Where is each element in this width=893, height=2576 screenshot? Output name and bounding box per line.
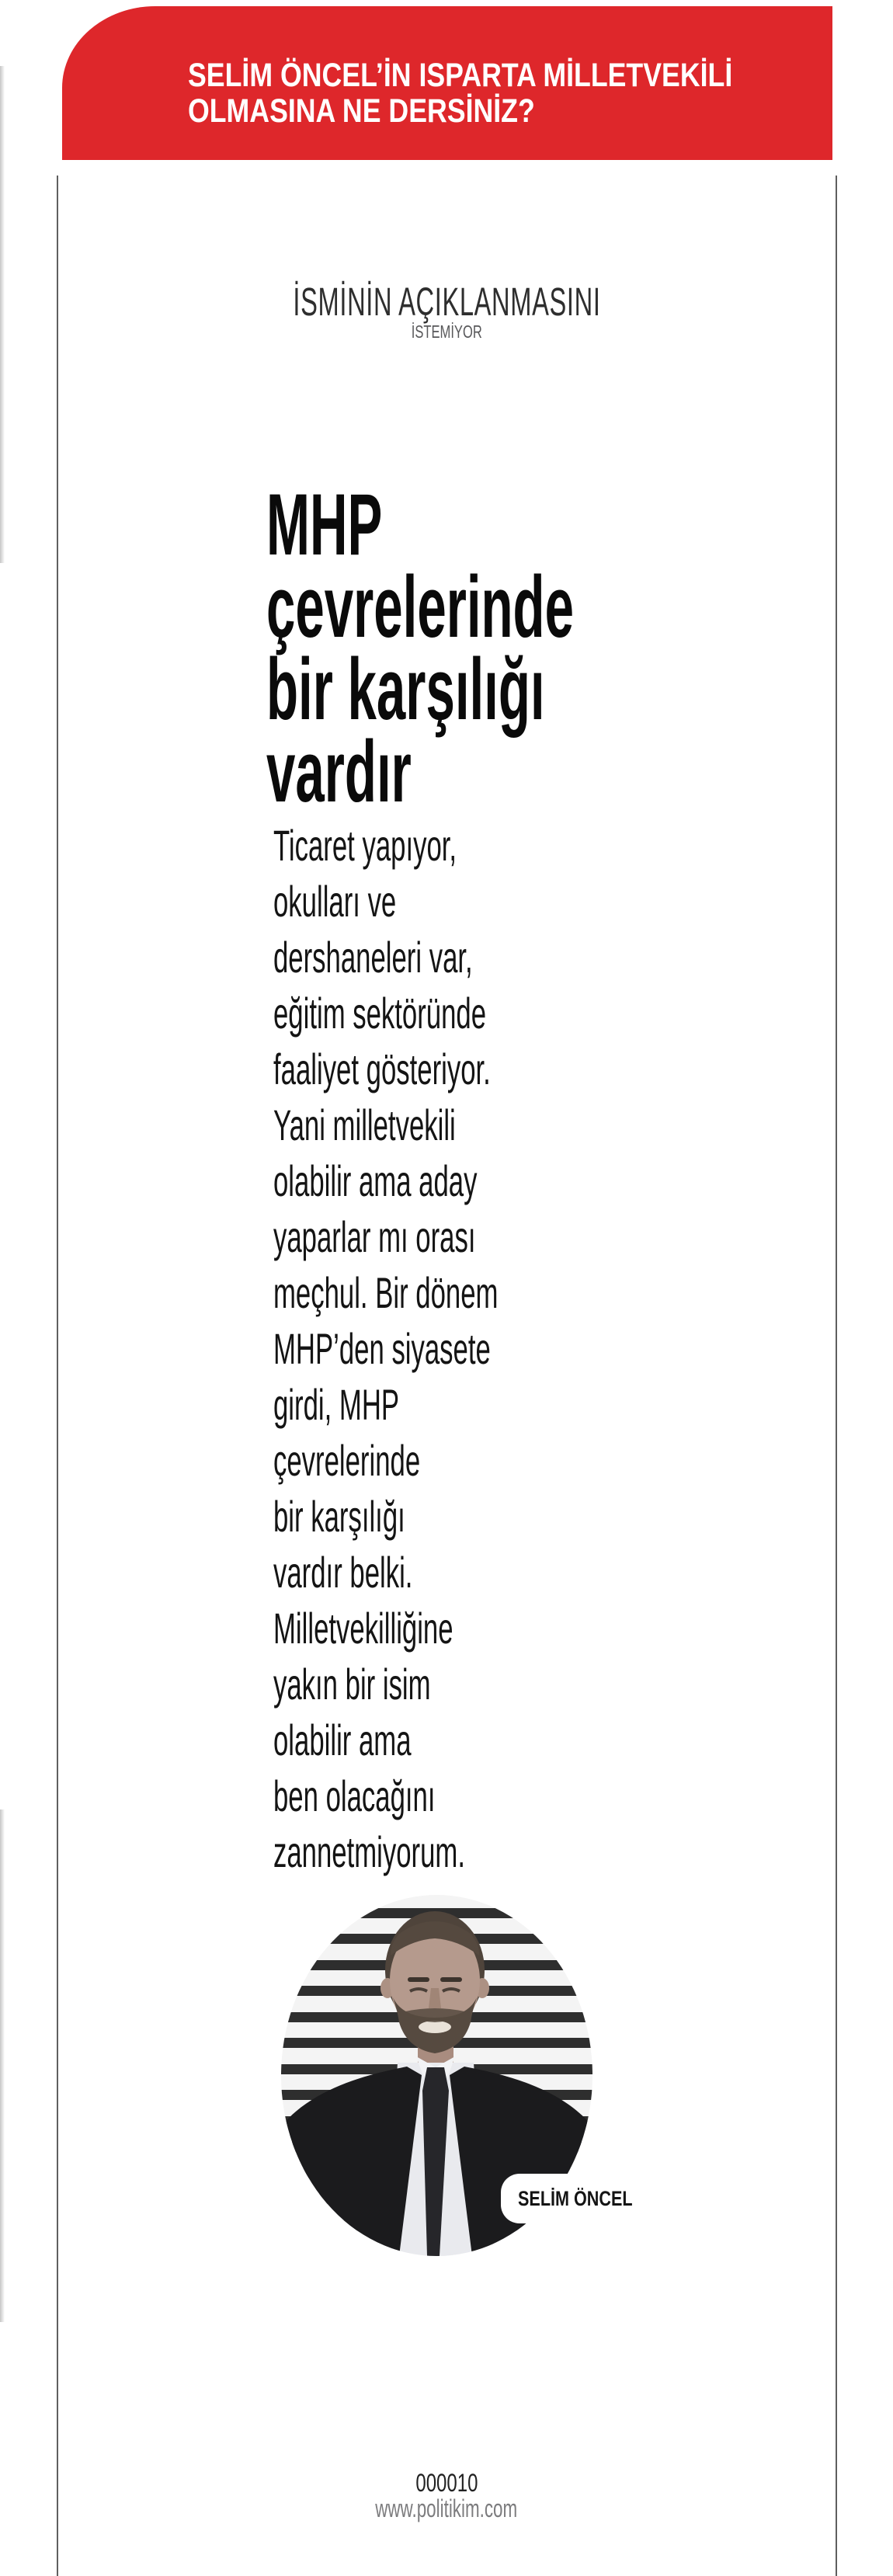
photo-caption-chip: [501, 2174, 648, 2223]
headline-line: MHP: [266, 476, 383, 573]
quote-line: Ticaret yapıyor,: [273, 821, 457, 870]
content-frame-left-border: [57, 176, 58, 2576]
content-frame-right-border: [836, 176, 837, 2576]
question-banner: [62, 6, 832, 160]
quote-line: çevrelerinde: [273, 1436, 421, 1485]
quote-line: okulları ve: [273, 877, 397, 926]
scan-shadow: [0, 1809, 5, 2322]
quote-line: bir karşılığı: [273, 1492, 405, 1541]
quote-line: ben olacağını: [273, 1771, 436, 1820]
quote-line: olabilir ama: [273, 1716, 412, 1764]
footer-site: [57, 2496, 836, 2526]
anonymity-line-1: İSMİNİN AÇIKLANMASINI: [292, 280, 601, 324]
question-line-1: SELİM ÖNCEL’İN ISPARTA MİLLETVEKİLİ: [188, 57, 733, 94]
quote-line: Milletvekilliğine: [273, 1604, 453, 1653]
quote-line: eğitim sektöründe: [273, 989, 487, 1038]
quote-line: dershaneleri var,: [273, 933, 473, 982]
quote-line: faaliyet gösteriyor.: [273, 1045, 491, 1093]
headline-line: bir karşılığı: [266, 641, 545, 738]
pull-quote-headline: [266, 476, 574, 820]
quote-line: meçhul. Bir dönem: [273, 1268, 499, 1317]
quote-line: yakın bir isim: [273, 1660, 431, 1709]
headline-line: vardır: [266, 723, 412, 820]
quote-line: yaparlar mı orası: [273, 1212, 476, 1261]
website-url: www.politikim.com: [375, 2494, 518, 2522]
page-code: 000010: [415, 2469, 478, 2497]
scan-shadow: [0, 66, 5, 563]
quote-line: vardır belki.: [273, 1548, 413, 1597]
quote-line: olabilir ama aday: [273, 1156, 478, 1205]
quote-line: MHP’den siyasete: [273, 1324, 491, 1373]
question-text: [188, 57, 732, 129]
headline-line: çevrelerinde: [266, 558, 574, 655]
quote-line: girdi, MHP: [273, 1380, 400, 1429]
quote-line: Yani milletvekili: [273, 1100, 456, 1149]
quote-line: zannetmiyorum.: [273, 1827, 465, 1876]
quote-body: [273, 818, 498, 1880]
photo-caption: SELİM ÖNCEL: [518, 2187, 633, 2210]
anonymity-line-2: İSTEMİYOR: [411, 322, 482, 342]
anonymity-subheading: [57, 323, 836, 343]
question-line-2: OLMASINA NE DERSİNİZ?: [188, 92, 535, 130]
